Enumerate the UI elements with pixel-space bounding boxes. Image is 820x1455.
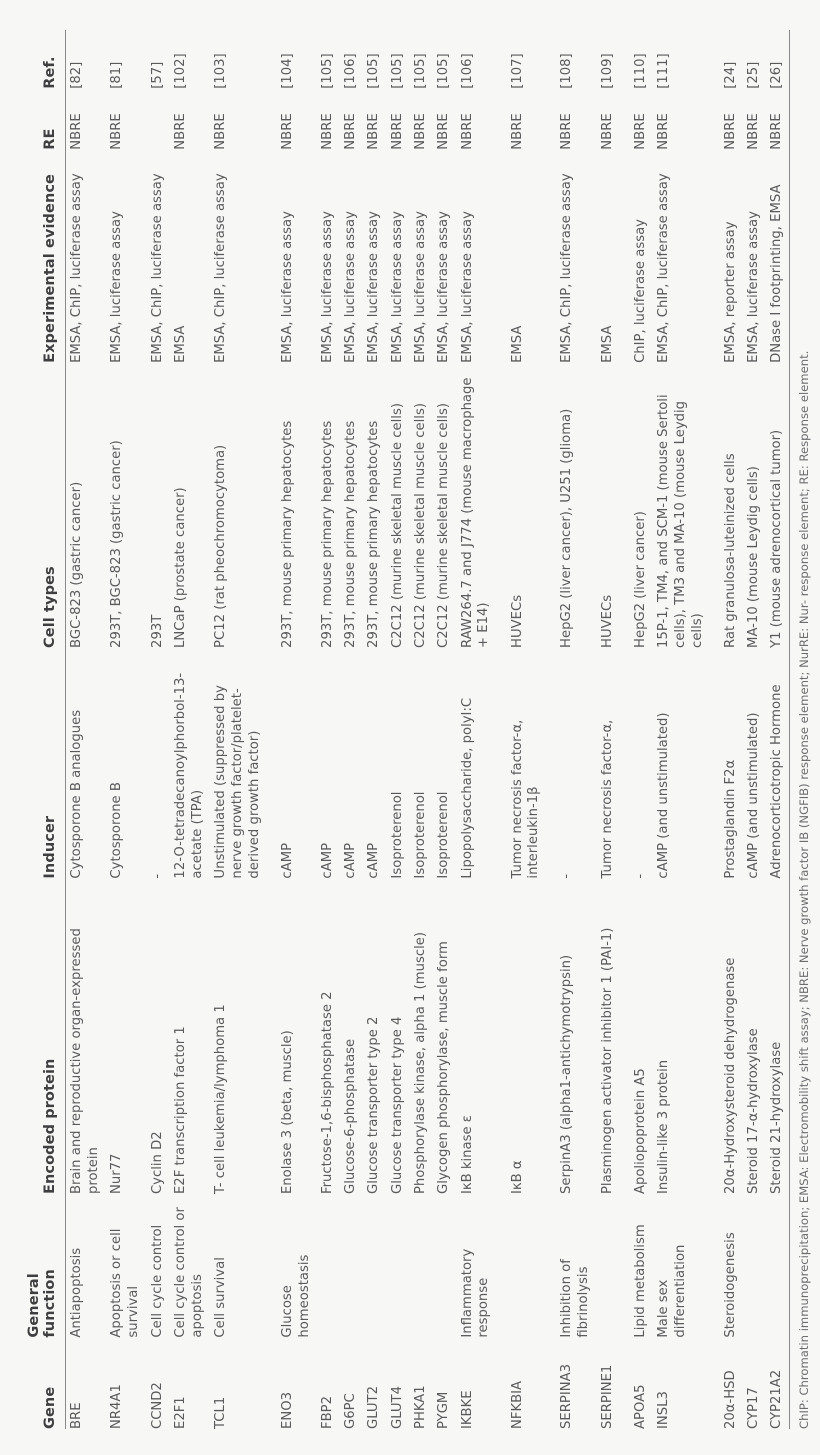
table-row — [170, 30, 210, 1429]
table-row — [363, 30, 386, 1429]
cell-gene: 20α-HSD — [722, 1370, 738, 1429]
cell-protein: Brain and reproductive organ-expressed protein — [69, 928, 102, 1195]
cell-protein: Glycogen phosphorylase, muscle form — [436, 941, 452, 1195]
cell-ref: [105] — [319, 53, 335, 89]
cell-re: NBRE — [413, 113, 428, 150]
cell-gene: CYP21A2 — [769, 1369, 785, 1429]
cell-ref: [107] — [509, 53, 525, 89]
cell-gene: CCND2 — [149, 1382, 165, 1429]
cell-evidence: ChIP, luciferase assay — [632, 219, 648, 363]
cell-gene: PHKA1 — [413, 1385, 428, 1429]
column-header-encoded-protein: Encoded protein — [26, 879, 66, 1194]
table-row — [596, 30, 619, 1429]
cell-protein: Cyclin D2 — [149, 1131, 165, 1195]
cell-function: Male sex differentiation — [655, 1244, 688, 1338]
table-body — [66, 30, 790, 1429]
cell-gene: IKBKE — [459, 1390, 475, 1429]
cell-re: NBRE — [746, 113, 762, 150]
cell-inducer: Adrenocorticotropic Hormone — [769, 684, 785, 879]
cell-inducer: - — [559, 873, 575, 879]
cell-cell_types: Rat granulosa-luteinized cells — [722, 453, 738, 648]
cell-protein: Glucose transporter type 2 — [366, 1016, 382, 1195]
table-row — [317, 30, 340, 1429]
column-header-general-function: General function — [26, 1194, 66, 1338]
cell-inducer: Isoproterenol — [436, 791, 452, 879]
cell-function: Cell cycle control or apoptosis — [172, 1207, 205, 1338]
cell-ref: [105] — [436, 53, 452, 89]
table-row — [710, 30, 743, 1429]
cell-re: NBRE — [459, 113, 475, 150]
cell-cell_types: C2C12 (murine skeletal muscle cells) — [436, 403, 452, 648]
cell-gene: E2F1 — [172, 1396, 188, 1429]
cell-gene: GLUT2 — [366, 1385, 382, 1429]
cell-cell_types: HUVECs — [509, 594, 525, 648]
cell-re — [146, 89, 169, 150]
cell-re: NBRE — [559, 113, 575, 150]
cell-protein: Enolase 3 (beta, muscle) — [279, 1030, 295, 1195]
cell-ref: [26] — [769, 61, 785, 89]
cell-ref: [108] — [559, 53, 575, 89]
cell-evidence: EMSA, luciferase assay — [279, 211, 295, 363]
cell-gene: PYGM — [436, 1391, 452, 1429]
cell-ref: [106] — [459, 53, 475, 89]
cell-inducer: Prostaglandin F2α — [722, 759, 738, 879]
cell-gene: NR4A1 — [109, 1384, 125, 1429]
cell-inducer: Isoproterenol — [389, 791, 405, 879]
cell-inducer: Tumor necrosis factor-α, interleukin-1β — [509, 719, 542, 879]
table-row — [620, 30, 653, 1429]
cell-cell_types: 293T, mouse primary hepatocytes — [366, 420, 382, 648]
cell-evidence: EMSA — [509, 325, 525, 363]
column-header-ref: Ref. — [26, 30, 66, 89]
cell-function — [363, 1194, 386, 1338]
cell-cell_types: HepG2 (liver cancer) — [632, 511, 648, 648]
cell-re: NBRE — [722, 113, 738, 150]
cell-ref: [25] — [746, 61, 762, 89]
cell-inducer: - — [632, 873, 648, 879]
cell-evidence: EMSA, luciferase assay — [109, 211, 125, 363]
table-row — [340, 30, 363, 1429]
cell-re: NBRE — [319, 113, 335, 150]
cell-inducer: cAMP — [319, 842, 335, 879]
cell-protein: IκB α — [509, 1160, 525, 1195]
column-header-gene: Gene — [26, 1338, 66, 1429]
cell-re: NBRE — [109, 113, 125, 150]
cell-re: NBRE — [212, 113, 228, 150]
cell-inducer: Cytosporone B — [109, 782, 125, 879]
cell-ref: [104] — [279, 53, 295, 89]
table-row — [766, 30, 789, 1429]
cell-inducer: cAMP (and unstimulated) — [746, 712, 762, 879]
cell-protein: Nur77 — [109, 1153, 125, 1195]
column-header-inducer: Inducer — [26, 648, 66, 879]
table-row — [456, 30, 496, 1429]
cell-evidence: DNase I footprinting, EMSA — [769, 184, 785, 363]
cell-protein: Insulin-like 3 protein — [655, 1059, 671, 1195]
cell-evidence: EMSA, luciferase assay — [436, 211, 452, 363]
cell-cell_types: BGC-823 (gastric cancer) — [69, 481, 85, 648]
table-row — [653, 30, 710, 1429]
table-header — [26, 30, 66, 1429]
cell-evidence: EMSA, luciferase assay — [413, 211, 428, 363]
cell-function — [596, 1194, 619, 1338]
cell-evidence: EMSA, luciferase assay — [343, 211, 359, 363]
table-row — [210, 30, 267, 1429]
cell-gene: TCL1 — [212, 1396, 228, 1429]
cell-ref: [103] — [212, 53, 228, 89]
cell-function: Glucose homeostasis — [279, 1254, 312, 1338]
cell-function — [497, 1194, 547, 1338]
cell-protein: Steroid 21-hydroxylase — [769, 1041, 785, 1195]
cell-re: NBRE — [69, 113, 85, 150]
cell-function: Apoptosis or cell survival — [109, 1228, 142, 1338]
cell-inducer: Lipopolysaccharide, polyI:C — [459, 697, 475, 879]
table-row — [743, 30, 766, 1429]
cell-cell_types: HUVECs — [599, 594, 615, 648]
cell-gene: APOA5 — [632, 1384, 648, 1429]
cell-ref: [105] — [366, 53, 382, 89]
table-row — [267, 30, 317, 1429]
cell-re: NBRE — [279, 113, 295, 150]
cell-function: Cell survival — [212, 1257, 228, 1338]
column-header-re: RE — [26, 89, 66, 150]
cell-evidence: EMSA — [599, 325, 615, 363]
cell-ref: [109] — [599, 53, 615, 89]
cell-gene: CYP17 — [746, 1387, 762, 1429]
cell-re: NBRE — [172, 113, 188, 150]
cell-function — [766, 1194, 789, 1338]
cell-cell_types: 15P-1, TM4, and SCM-1 (mouse Sertoli cells), TM3 and MA-10 (mouse Leydig cells) — [655, 394, 705, 648]
cell-protein: Fructose-1,6-bisphosphatase 2 — [319, 991, 335, 1195]
cell-protein: SerpinA3 (alpha1-antichymotrypsin) — [559, 954, 575, 1195]
cell-evidence: EMSA, luciferase assay — [746, 211, 762, 363]
cell-re: NBRE — [599, 113, 615, 150]
cell-inducer: cAMP — [366, 842, 382, 879]
cell-function: Lipid metabolism — [632, 1224, 648, 1338]
cell-gene: G6PC — [343, 1393, 359, 1429]
cell-inducer: cAMP (and unstimulated) — [655, 712, 671, 879]
cell-cell_types: HepG2 (liver cancer), U251 (glioma) — [559, 408, 575, 648]
cell-protein: T- cell leukemia/lymphoma 1 — [212, 1004, 228, 1195]
table-row — [66, 30, 107, 1429]
cell-inducer: Isoproterenol — [413, 791, 428, 879]
cell-cell_types: RAW264.7 and J774 (mouse macrophage + E14) — [459, 377, 492, 648]
cell-evidence: EMSA, luciferase assay — [389, 211, 405, 363]
cell-re: NBRE — [632, 113, 648, 150]
cell-inducer: 12-O-tetradecanoylphorbol-13-acetate (TPA) — [172, 672, 205, 879]
header-row — [26, 30, 66, 1429]
cell-ref: [110] — [632, 53, 648, 89]
cell-gene: INSL3 — [655, 1391, 671, 1429]
cell-function — [387, 1194, 410, 1338]
cell-cell_types: 293T, mouse primary hepatocytes — [343, 420, 359, 648]
cell-cell_types: MA-10 (mouse Leydig cells) — [746, 466, 762, 648]
cell-ref: [111] — [655, 53, 671, 89]
table-row — [546, 30, 596, 1429]
cell-cell_types: Y1 (mouse adrenocortical tumor) — [769, 429, 785, 648]
cell-ref: [105] — [413, 53, 428, 89]
cell-cell_types: 293T, mouse primary hepatocytes — [279, 420, 295, 648]
cell-function — [743, 1194, 766, 1338]
cell-re: NBRE — [509, 113, 525, 150]
cell-inducer: - — [149, 873, 165, 879]
column-header-cell-types: Cell types — [26, 363, 66, 648]
cell-re: NBRE — [436, 113, 452, 150]
cell-cell_types: C2C12 (murine skeletal muscle cells) — [413, 403, 428, 648]
cell-cell_types: 293T, BGC-823 (gastric cancer) — [109, 440, 125, 648]
cell-protein: IκB kinase ε — [459, 1115, 475, 1195]
cell-re: NBRE — [655, 113, 671, 150]
cell-inducer: cAMP — [343, 842, 359, 879]
cell-gene: GLUT4 — [389, 1385, 405, 1429]
table-bottom-rule — [789, 30, 812, 1429]
cell-evidence: EMSA, ChIP, luciferase assay — [655, 173, 671, 363]
cell-evidence: EMSA, reporter assay — [722, 221, 738, 363]
cell-cell_types: 293T, mouse primary hepatocytes — [319, 420, 335, 648]
cell-re: NBRE — [343, 113, 359, 150]
cell-protein: Apoliopoprotein A5 — [632, 1068, 648, 1195]
cell-gene: ENO3 — [279, 1392, 295, 1429]
cell-inducer: Unstimulated (suppressed by nerve growth factor/platelet-derived growth factor) — [212, 685, 262, 879]
cell-ref: [57] — [149, 61, 165, 89]
cell-ref: [82] — [69, 61, 85, 89]
cell-gene: SERPINE1 — [599, 1364, 615, 1429]
cell-protein: 20α-Hydroxysteroid dehydrogenase — [722, 957, 738, 1195]
cell-re: NBRE — [389, 113, 405, 150]
cell-cell_types: 293T — [149, 614, 165, 648]
cell-gene: BRE — [69, 1402, 85, 1429]
cell-inducer: Cytosporone B analogues — [69, 709, 85, 879]
table-footnote: ChIP: Chromatin immunoprecipitation; EMSA: Electromobility shift assay; NBRE: Nerve growth factor IB (NGFIB) response element; NurRE: Nur- response element; RE: Response element. — [797, 350, 812, 1429]
cell-inducer: cAMP — [279, 842, 295, 879]
cell-cell_types: C2C12 (murine skeletal muscle cells) — [389, 403, 405, 648]
cell-evidence: EMSA, ChIP, luciferase assay — [559, 173, 575, 363]
cell-function: Cell cycle control — [149, 1224, 165, 1338]
cell-evidence: EMSA, luciferase assay — [366, 211, 382, 363]
cell-gene: SERPINA3 — [559, 1364, 575, 1429]
cell-function: Inflammatory response — [459, 1248, 492, 1338]
column-header-experimental-evidence: Experimental evidence — [26, 150, 66, 363]
cell-protein: Phosphorylase kinase, alpha 1 (muscle) — [413, 932, 428, 1195]
cell-function: Antiapoptosis — [69, 1247, 85, 1338]
cell-evidence: EMSA — [172, 325, 188, 363]
table-row — [497, 30, 547, 1429]
cell-ref: [24] — [722, 61, 738, 89]
cell-ref: [81] — [109, 61, 125, 89]
cell-protein: Steroid 17-α-hydroxylase — [746, 1028, 762, 1195]
cell-function — [340, 1194, 363, 1338]
cell-protein: Glucose-6-phosphatase — [343, 1038, 359, 1195]
cell-ref: [102] — [172, 53, 188, 89]
cell-gene: NFKBIA — [509, 1380, 525, 1429]
cell-cell_types: PC12 (rat pheochromocytoma) — [212, 444, 228, 648]
cell-evidence: EMSA, luciferase assay — [319, 211, 335, 363]
table-row — [106, 30, 146, 1429]
cell-function — [317, 1194, 340, 1338]
cell-evidence: EMSA, ChIP, luciferase assay — [149, 173, 165, 363]
cell-function: Steroidogenesis — [722, 1232, 738, 1338]
table-row — [146, 30, 169, 1429]
cell-protein: Plasminogen activator inhibitor 1 (PAI-1) — [599, 927, 615, 1195]
cell-ref: [105] — [389, 53, 405, 89]
cell-re: NBRE — [366, 113, 382, 150]
cell-ref: [106] — [343, 53, 359, 89]
cell-evidence: EMSA, luciferase assay — [459, 211, 475, 363]
cell-re: NBRE — [769, 113, 785, 150]
cell-protein: E2F transcription factor 1 — [172, 1026, 188, 1195]
cell-evidence: EMSA, ChIP, luciferase assay — [69, 173, 85, 363]
cell-gene: FBP2 — [319, 1396, 335, 1429]
cell-cell_types: LNCaP (prostate cancer) — [172, 487, 188, 648]
cell-function — [433, 1194, 456, 1338]
cell-evidence: EMSA, ChIP, luciferase assay — [212, 173, 228, 363]
cell-function — [410, 1194, 433, 1338]
table-row — [387, 30, 410, 1429]
table-row — [433, 30, 456, 1429]
cell-protein: Glucose transporter type 4 — [389, 1016, 405, 1195]
cell-inducer: Tumor necrosis factor-α, — [599, 719, 615, 879]
table-row — [410, 30, 433, 1429]
cell-function: Inhibition of fibrinolysis — [559, 1259, 592, 1338]
gene-target-table — [26, 30, 789, 1429]
